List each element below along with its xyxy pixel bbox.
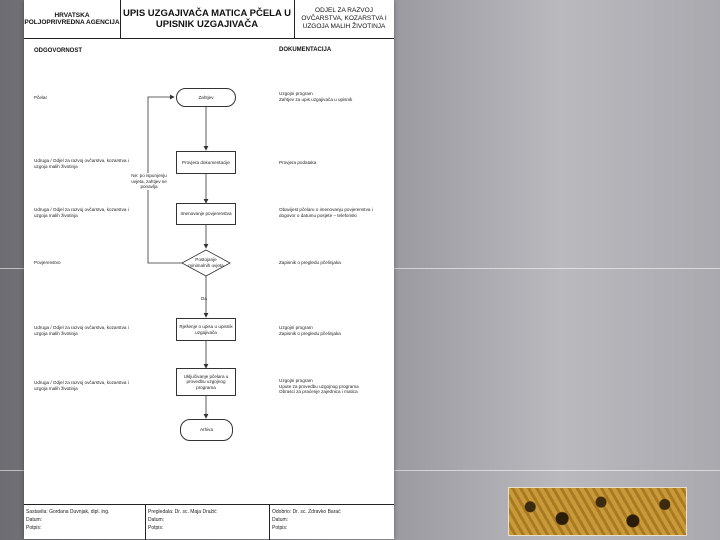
approved-signature-label: Potpis: (272, 525, 288, 531)
documentation-row-6: Uzgojni program Upute za provedbu uzgojnog programa Obrasci za praćenje zajednica i matica (279, 378, 359, 395)
prepared-signature-label: Potpis: (26, 525, 42, 531)
flow-decision-label: Postojanje minimalnih uvjeta (188, 257, 224, 268)
flow-step-check-documents: Provjera dokumentacije (176, 151, 236, 174)
documentation-row-2: Provjera podataka (279, 160, 317, 165)
department-name: ODJEL ZA RAZVOJ OVČARSTVA, KOZARSTVA I UZGOJA MALIH ŽIVOTINJA (301, 7, 387, 30)
flow-start-terminal: Zahtjev (176, 88, 236, 107)
reviewed-by-text: Pregledala: Dr. sc. Maja Dražić (148, 509, 217, 515)
flow-yes-branch-label: Da (201, 296, 207, 301)
approved-by-text: Odobrio: Dr. sc. Zdravko Barać (272, 509, 341, 515)
prepared-date-label: Datum: (26, 517, 43, 523)
responsibility-column-header: ODGOVORNOST (34, 48, 83, 54)
approval-footer (24, 504, 394, 540)
flow-no-branch-label: Ne: po ispunjenju uvjeta, zahtjev se ponavlja (127, 173, 171, 190)
footer-prepared-by (24, 505, 146, 540)
responsibility-row-5: Udruga / Odjel za razvoj ovčarstva, kozarstva i uzgoja malih životinja (34, 325, 129, 336)
prepared-by-text: Sastavila: Gordana Duvnjak, dipl. ing. (26, 509, 110, 515)
reviewed-date-label: Datum: (148, 517, 165, 523)
responsibility-row-6: Udruga / Odjel za razvoj ovčarstva, kozarstva i uzgoja malih životinja (34, 380, 129, 391)
documentation-row-5: Uzgojni program Zapisnik o pregledu pčelinjaka (279, 325, 341, 336)
approved-date-label: Datum: (272, 517, 289, 523)
documentation-row-3: Obavijest pčelaru o imenovanju povjerenstva i dogovor o datumu posjete – telefonski (279, 207, 373, 218)
document-title: UPIS UZGAJIVAČA MATICA PČELA U UPISNIK UZGAJIVAČA (120, 0, 295, 38)
flow-step-include-breeder: Uključivanje pčelara u provedbu uzgojnog programa (176, 368, 236, 396)
flowchart-document (24, 0, 394, 539)
flow-step-registration-decision: Rješenje o upisu u upisnik uzgajivača (176, 318, 236, 341)
responsibility-row-3: Udruga / Odjel za razvoj ovčarstva, kozarstva i uzgoja malih životinja (34, 207, 129, 218)
footer-reviewed-by (146, 505, 270, 540)
responsibility-row-1: Pčelar (34, 95, 48, 100)
flow-step-appoint-committee: Imenovanje povjerenstva (176, 203, 236, 225)
responsibility-row-4: Povjerenstvo (34, 260, 61, 265)
documentation-row-1: Uzgojni program Zahtjev za upis uzgajivača u upisnik (279, 91, 353, 102)
agency-name: HRVATSKA POLJOPRIVREDNA AGENCIJA (24, 0, 121, 38)
reviewed-signature-label: Potpis: (148, 525, 164, 531)
documentation-column-header: DOKUMENTACIJA (279, 47, 332, 53)
responsibility-row-2: Udruga / Odjel za razvoj ovčarstva, kozarstva i uzgoja malih životinja (34, 158, 129, 169)
footer-approved-by (270, 505, 394, 540)
honeybees-photo (508, 487, 687, 536)
documentation-row-4: Zapisnik o pregledu pčelinjaka (279, 260, 341, 265)
flow-end-terminal: Arhiva (180, 419, 233, 441)
